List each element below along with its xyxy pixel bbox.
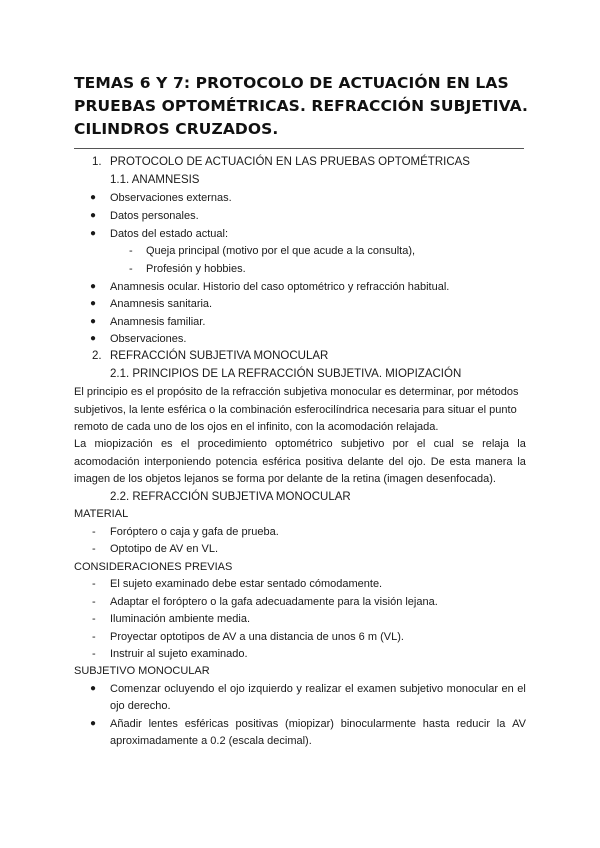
bullet-icon: ● xyxy=(90,333,97,344)
word: por xyxy=(392,438,409,450)
word: ojo. xyxy=(408,456,426,468)
dash-icon: - xyxy=(92,613,96,625)
list-item: Anamnesis familiar. xyxy=(110,316,206,328)
list-item: Instruir al sujeto examinado. xyxy=(110,648,248,660)
title-line: CILINDROS CRUZADOS. xyxy=(74,120,279,138)
word: (miopizar) xyxy=(285,718,334,730)
word: esféricas xyxy=(184,718,229,730)
block-label: CONSIDERACIONES PREVIAS xyxy=(74,561,233,573)
word: Comenzar xyxy=(110,683,161,695)
word: optométrico xyxy=(275,438,333,450)
word: el xyxy=(416,438,426,450)
word: la xyxy=(517,456,526,468)
list-item: Datos del estado actual: xyxy=(110,228,229,240)
word: binocularmente xyxy=(340,718,416,730)
word: hasta xyxy=(422,718,450,730)
title-line: PRUEBAS OPTOMÉTRICAS. REFRACCIÓN SUBJETIVA. xyxy=(74,97,529,115)
word: positivas xyxy=(235,718,279,730)
word: La xyxy=(74,438,87,450)
list-item xyxy=(110,681,526,697)
word: delante xyxy=(347,456,384,468)
list-item xyxy=(110,716,526,732)
word: cual xyxy=(433,438,454,450)
bullet-icon: ● xyxy=(90,210,97,221)
list-item: Observaciones externas. xyxy=(110,192,232,204)
word: acomodación xyxy=(74,456,140,468)
word: el xyxy=(517,683,526,695)
word: lentes xyxy=(148,718,178,730)
section-heading: REFRACCIÓN SUBJETIVA MONOCULAR xyxy=(110,350,329,362)
word: en xyxy=(501,683,514,695)
word: manera xyxy=(475,456,513,468)
bullet-icon: ● xyxy=(90,298,97,309)
list-item: Observaciones. xyxy=(110,333,187,345)
word: esférica xyxy=(262,456,301,468)
section-number: 1. xyxy=(92,156,102,168)
word: procedimiento xyxy=(197,438,267,450)
dash-icon: - xyxy=(92,578,96,590)
bullet-icon: ● xyxy=(90,281,97,292)
word: la xyxy=(517,438,526,450)
paragraph-line xyxy=(74,454,526,470)
word: realizar xyxy=(305,683,342,695)
justified-line xyxy=(110,716,526,732)
word: subjetivo xyxy=(340,438,385,450)
justified-line xyxy=(74,454,526,470)
paragraph-line: imagen de los objetos lejanos se forma por delante de la retina (imagen desenfocada). xyxy=(74,473,496,485)
list-item-continuation: aproximadamente a 0.2 (escala decimal). xyxy=(110,735,312,747)
dash-icon: - xyxy=(92,631,96,643)
word: se xyxy=(462,438,474,450)
word: interponiendo xyxy=(144,456,211,468)
paragraph-line: subjetivos, la lente esférica o la combinación esferocilíndrica necesaria para situar el punto xyxy=(74,404,517,416)
bullet-icon: ● xyxy=(90,683,97,694)
word: la xyxy=(496,718,506,730)
word: examen xyxy=(357,683,397,695)
paragraph-line: remoto de cada uno de los ojos en el infinito, con la acomodación relajada. xyxy=(74,421,439,433)
word: y xyxy=(296,683,302,695)
sub-list-item: Queja principal (motivo por el que acude a la consulta), xyxy=(146,245,416,257)
block-label: SUBJETIVO MONOCULAR xyxy=(74,665,210,677)
page-title xyxy=(74,72,544,141)
word: ocluyendo xyxy=(164,683,215,695)
subsection-heading: 2.1. PRINCIPIOS DE LA REFRACCIÓN SUBJETIVA. MIOPIZACIÓN xyxy=(110,368,462,380)
section-heading: PROTOCOLO DE ACTUACIÓN EN LAS PRUEBAS OPTOMÉTRICAS xyxy=(110,156,470,168)
word: el xyxy=(180,438,190,450)
list-item: Foróptero o caja y gafa de prueba. xyxy=(110,526,279,538)
sub-list-item: Profesión y hobbies. xyxy=(146,263,246,275)
bullet-icon: ● xyxy=(90,192,97,203)
horizontal-rule xyxy=(74,148,524,149)
dash-icon: - xyxy=(92,526,96,538)
word: miopización xyxy=(94,438,153,450)
word: del xyxy=(388,456,404,468)
list-item: Iluminación ambiente media. xyxy=(110,613,251,625)
word: relaja xyxy=(482,438,509,450)
justified-line xyxy=(110,681,526,697)
word: positiva xyxy=(305,456,343,468)
word: subjetivo xyxy=(399,683,444,695)
list-item: Proyectar optotipos de AV a una distancia de unos 6 m (VL). xyxy=(110,631,404,643)
bullet-icon: ● xyxy=(90,228,97,239)
bullet-icon: ● xyxy=(90,316,97,327)
subsection-heading: 1.1. ANAMNESIS xyxy=(110,174,200,186)
word: AV xyxy=(512,718,526,730)
dash-icon: - xyxy=(92,543,96,555)
list-item: El sujeto examinado debe estar sentado cómodamente. xyxy=(110,578,383,590)
list-item: Adaptar el foróptero o la gafa adecuadamente para la visión lejana. xyxy=(110,596,438,608)
block-label: MATERIAL xyxy=(74,508,129,520)
word: esta xyxy=(449,456,471,468)
list-item: Datos personales. xyxy=(110,210,199,222)
paragraph-line xyxy=(74,436,526,452)
word: ojo xyxy=(230,683,245,695)
justified-line xyxy=(74,436,526,452)
title-line: TEMAS 6 Y 7: PROTOCOLO DE ACTUACIÓN EN LAS xyxy=(74,74,509,92)
list-item-continuation: ojo derecho. xyxy=(110,700,171,712)
word: Añadir xyxy=(110,718,142,730)
word: reducir xyxy=(456,718,491,730)
word: potencia xyxy=(215,456,258,468)
dash-icon: - xyxy=(129,263,133,275)
dash-icon: - xyxy=(92,596,96,608)
dash-icon: - xyxy=(92,648,96,660)
word: De xyxy=(430,456,445,468)
list-item: Optotipo de AV en VL. xyxy=(110,543,219,555)
word: el xyxy=(344,683,354,695)
word: el xyxy=(217,683,227,695)
word: monocular xyxy=(446,683,499,695)
section-number: 2. xyxy=(92,350,102,362)
word: izquierdo xyxy=(248,683,293,695)
bullet-icon: ● xyxy=(90,718,97,729)
paragraph-line: El principio es el propósito de la refracción subjetiva monocular es determinar, por métodos xyxy=(74,386,519,398)
subsection-heading: 2.2. REFRACCIÓN SUBJETIVA MONOCULAR xyxy=(110,491,351,503)
dash-icon: - xyxy=(129,245,133,257)
list-item: Anamnesis ocular. Historio del caso optométrico y refracción habitual. xyxy=(110,281,450,293)
list-item: Anamnesis sanitaria. xyxy=(110,298,213,310)
word: es xyxy=(160,438,173,450)
